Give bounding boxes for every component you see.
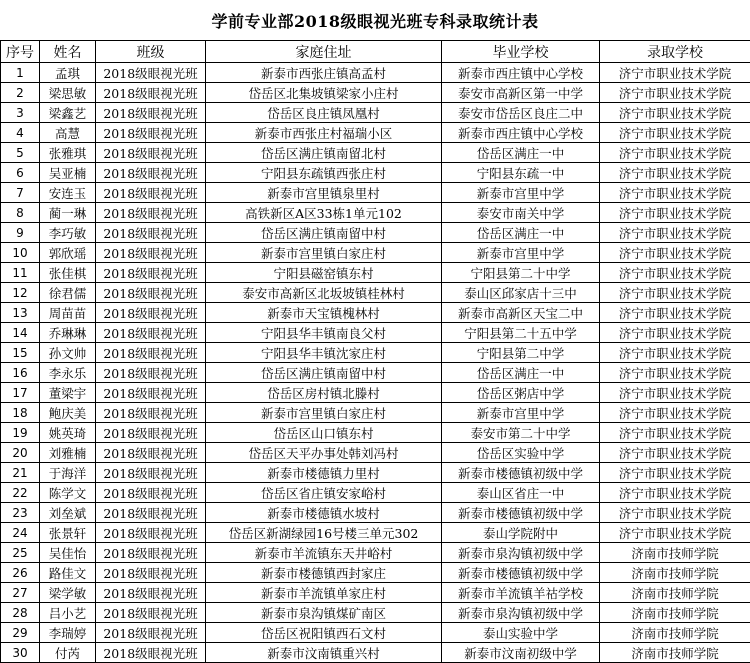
cell-admitted-school: 济南市技师学院 xyxy=(600,563,750,583)
cell-name: 付芮 xyxy=(40,643,96,663)
admission-table xyxy=(0,40,750,663)
table-row xyxy=(1,103,750,123)
cell-graduated-school: 新泰市西庄镇中心学校 xyxy=(442,123,600,143)
cell-name: 姚英琦 xyxy=(40,423,96,443)
cell-admitted-school: 济宁市职业技术学院 xyxy=(600,483,750,503)
cell-graduated-school: 宁阳县东疏一中 xyxy=(442,163,600,183)
cell-admitted-school: 济南市技师学院 xyxy=(600,623,750,643)
cell-graduated-school: 泰山区邱家店十三中 xyxy=(442,283,600,303)
cell-class: 2018级眼视光班 xyxy=(96,583,206,603)
cell-admitted-school: 济宁市职业技术学院 xyxy=(600,423,750,443)
cell-address: 岱岳区山口镇东村 xyxy=(206,423,442,443)
cell-admitted-school: 济宁市职业技术学院 xyxy=(600,523,750,543)
cell-class: 2018级眼视光班 xyxy=(96,423,206,443)
cell-graduated-school: 新泰市西庄镇中心学校 xyxy=(442,63,600,83)
cell-admitted-school: 济南市技师学院 xyxy=(600,603,750,623)
cell-class: 2018级眼视光班 xyxy=(96,563,206,583)
cell-index: 6 xyxy=(1,163,40,183)
cell-graduated-school: 岱岳区实验中学 xyxy=(442,443,600,463)
cell-index: 14 xyxy=(1,323,40,343)
cell-index: 13 xyxy=(1,303,40,323)
cell-name: 张景轩 xyxy=(40,523,96,543)
table-row xyxy=(1,303,750,323)
cell-admitted-school: 济南市技师学院 xyxy=(600,543,750,563)
table-row xyxy=(1,523,750,543)
table-row xyxy=(1,183,750,203)
cell-index: 29 xyxy=(1,623,40,643)
cell-graduated-school: 新泰市楼德镇初级中学 xyxy=(442,503,600,523)
cell-address: 岱岳区省庄镇安家峪村 xyxy=(206,483,442,503)
cell-index: 15 xyxy=(1,343,40,363)
cell-graduated-school: 岱岳区满庄一中 xyxy=(442,363,600,383)
cell-graduated-school: 岱岳区满庄一中 xyxy=(442,143,600,163)
cell-name: 郭欣瑶 xyxy=(40,243,96,263)
cell-index: 3 xyxy=(1,103,40,123)
cell-name: 刘垒斌 xyxy=(40,503,96,523)
cell-index: 16 xyxy=(1,363,40,383)
cell-name: 孙文帅 xyxy=(40,343,96,363)
cell-name: 吴亚楠 xyxy=(40,163,96,183)
cell-graduated-school: 泰安市高新区第一中学 xyxy=(442,83,600,103)
cell-address: 新泰市羊流镇单家庄村 xyxy=(206,583,442,603)
cell-graduated-school: 宁阳县第二中学 xyxy=(442,343,600,363)
cell-address: 高铁新区A区33栋1单元102 xyxy=(206,203,442,223)
cell-graduated-school: 泰安市第二十中学 xyxy=(442,423,600,443)
cell-class: 2018级眼视光班 xyxy=(96,243,206,263)
cell-admitted-school: 济宁市职业技术学院 xyxy=(600,63,750,83)
cell-graduated-school: 泰安市岱岳区良庄二中 xyxy=(442,103,600,123)
cell-address: 岱岳区祝阳镇西石文村 xyxy=(206,623,442,643)
cell-name: 乔琳琳 xyxy=(40,323,96,343)
cell-index: 25 xyxy=(1,543,40,563)
cell-admitted-school: 济宁市职业技术学院 xyxy=(600,123,750,143)
cell-admitted-school: 济宁市职业技术学院 xyxy=(600,223,750,243)
cell-address: 岱岳区房村镇北滕村 xyxy=(206,383,442,403)
cell-admitted-school: 济宁市职业技术学院 xyxy=(600,343,750,363)
cell-class: 2018级眼视光班 xyxy=(96,363,206,383)
cell-graduated-school: 宁阳县第二十中学 xyxy=(442,263,600,283)
cell-address: 岱岳区北集坡镇梁家小庄村 xyxy=(206,83,442,103)
cell-name: 梁学敏 xyxy=(40,583,96,603)
table-row xyxy=(1,503,750,523)
cell-address: 新泰市西张庄镇高孟村 xyxy=(206,63,442,83)
cell-name: 陈学文 xyxy=(40,483,96,503)
cell-class: 2018级眼视光班 xyxy=(96,443,206,463)
cell-index: 7 xyxy=(1,183,40,203)
cell-address: 新泰市楼德镇西封家庄 xyxy=(206,563,442,583)
cell-name: 吴佳怡 xyxy=(40,543,96,563)
table-row xyxy=(1,383,750,403)
cell-name: 董梁宇 xyxy=(40,383,96,403)
table-row xyxy=(1,423,750,443)
cell-index: 26 xyxy=(1,563,40,583)
cell-name: 徐君儒 xyxy=(40,283,96,303)
table-row xyxy=(1,343,750,363)
cell-address: 宁阳县华丰镇南良父村 xyxy=(206,323,442,343)
cell-class: 2018级眼视光班 xyxy=(96,143,206,163)
cell-index: 12 xyxy=(1,283,40,303)
cell-index: 5 xyxy=(1,143,40,163)
cell-address: 岱岳区满庄镇南留中村 xyxy=(206,223,442,243)
cell-graduated-school: 新泰市汶南初级中学 xyxy=(442,643,600,663)
cell-index: 10 xyxy=(1,243,40,263)
table-title: 学前专业部2018级眼视光班专科录取统计表 xyxy=(0,0,750,40)
table-row xyxy=(1,563,750,583)
cell-index: 21 xyxy=(1,463,40,483)
table-row xyxy=(1,463,750,483)
table-row xyxy=(1,283,750,303)
cell-class: 2018级眼视光班 xyxy=(96,103,206,123)
cell-index: 9 xyxy=(1,223,40,243)
cell-graduated-school: 新泰市宫里中学 xyxy=(442,183,600,203)
cell-class: 2018级眼视光班 xyxy=(96,643,206,663)
cell-address: 新泰市汶南镇重兴村 xyxy=(206,643,442,663)
cell-address: 新泰市楼德镇水坡村 xyxy=(206,503,442,523)
cell-name: 刘雅楠 xyxy=(40,443,96,463)
cell-index: 20 xyxy=(1,443,40,463)
cell-address: 宁阳县华丰镇沈家庄村 xyxy=(206,343,442,363)
table-row xyxy=(1,243,750,263)
cell-class: 2018级眼视光班 xyxy=(96,283,206,303)
cell-graduated-school: 新泰市泉沟镇初级中学 xyxy=(442,543,600,563)
cell-index: 4 xyxy=(1,123,40,143)
cell-name: 张佳棋 xyxy=(40,263,96,283)
cell-name: 鲍庆美 xyxy=(40,403,96,423)
cell-address: 新泰市天宝镇槐林村 xyxy=(206,303,442,323)
cell-name: 吕小艺 xyxy=(40,603,96,623)
cell-name: 高慧 xyxy=(40,123,96,143)
cell-admitted-school: 济宁市职业技术学院 xyxy=(600,163,750,183)
table-row xyxy=(1,263,750,283)
cell-index: 30 xyxy=(1,643,40,663)
cell-address: 新泰市宫里镇白家庄村 xyxy=(206,243,442,263)
cell-name: 周苗苗 xyxy=(40,303,96,323)
cell-admitted-school: 济宁市职业技术学院 xyxy=(600,323,750,343)
table-row xyxy=(1,543,750,563)
cell-graduated-school: 泰山实验中学 xyxy=(442,623,600,643)
cell-address: 岱岳区良庄镇凤凰村 xyxy=(206,103,442,123)
cell-admitted-school: 济宁市职业技术学院 xyxy=(600,103,750,123)
cell-class: 2018级眼视光班 xyxy=(96,463,206,483)
cell-admitted-school: 济宁市职业技术学院 xyxy=(600,263,750,283)
cell-address: 岱岳区天平办事处韩刘冯村 xyxy=(206,443,442,463)
cell-index: 8 xyxy=(1,203,40,223)
header-index: 序号 xyxy=(1,41,40,63)
cell-class: 2018级眼视光班 xyxy=(96,603,206,623)
cell-address: 新泰市西张庄村福瑞小区 xyxy=(206,123,442,143)
cell-admitted-school: 济宁市职业技术学院 xyxy=(600,83,750,103)
cell-graduated-school: 泰山区省庄一中 xyxy=(442,483,600,503)
table-row xyxy=(1,223,750,243)
cell-graduated-school: 新泰市泉沟镇初级中学 xyxy=(442,603,600,623)
cell-name: 张雅琪 xyxy=(40,143,96,163)
cell-graduated-school: 泰安市南关中学 xyxy=(442,203,600,223)
cell-address: 岱岳区满庄镇南留中村 xyxy=(206,363,442,383)
table-row xyxy=(1,583,750,603)
cell-class: 2018级眼视光班 xyxy=(96,523,206,543)
cell-class: 2018级眼视光班 xyxy=(96,623,206,643)
cell-admitted-school: 济宁市职业技术学院 xyxy=(600,463,750,483)
cell-index: 11 xyxy=(1,263,40,283)
table-row xyxy=(1,123,750,143)
cell-class: 2018级眼视光班 xyxy=(96,223,206,243)
cell-address: 泰安市高新区北坂坡镇桂林村 xyxy=(206,283,442,303)
table-row xyxy=(1,623,750,643)
cell-address: 新泰市宫里镇泉里村 xyxy=(206,183,442,203)
cell-graduated-school: 新泰市楼德镇初级中学 xyxy=(442,563,600,583)
cell-address: 岱岳区满庄镇南留北村 xyxy=(206,143,442,163)
table-row xyxy=(1,603,750,623)
cell-class: 2018级眼视光班 xyxy=(96,83,206,103)
cell-class: 2018级眼视光班 xyxy=(96,263,206,283)
cell-index: 17 xyxy=(1,383,40,403)
cell-class: 2018级眼视光班 xyxy=(96,543,206,563)
cell-admitted-school: 济宁市职业技术学院 xyxy=(600,503,750,523)
cell-index: 18 xyxy=(1,403,40,423)
cell-class: 2018级眼视光班 xyxy=(96,403,206,423)
table-row xyxy=(1,363,750,383)
cell-graduated-school: 新泰市羊流镇羊祜学校 xyxy=(442,583,600,603)
cell-index: 24 xyxy=(1,523,40,543)
cell-admitted-school: 济宁市职业技术学院 xyxy=(600,303,750,323)
cell-class: 2018级眼视光班 xyxy=(96,323,206,343)
cell-admitted-school: 济南市技师学院 xyxy=(600,583,750,603)
cell-graduated-school: 岱岳区粥店中学 xyxy=(442,383,600,403)
cell-address: 岱岳区新湖绿园16号楼三单元302 xyxy=(206,523,442,543)
cell-graduated-school: 新泰市楼德镇初级中学 xyxy=(442,463,600,483)
cell-address: 新泰市泉沟镇煤矿南区 xyxy=(206,603,442,623)
cell-name: 孟琪 xyxy=(40,63,96,83)
table-body xyxy=(1,63,750,663)
cell-index: 28 xyxy=(1,603,40,623)
cell-class: 2018级眼视光班 xyxy=(96,63,206,83)
cell-admitted-school: 济宁市职业技术学院 xyxy=(600,183,750,203)
cell-admitted-school: 济宁市职业技术学院 xyxy=(600,383,750,403)
cell-class: 2018级眼视光班 xyxy=(96,163,206,183)
header-admitted-school: 录取学校 xyxy=(600,41,750,63)
cell-address: 宁阳县东疏镇西张庄村 xyxy=(206,163,442,183)
cell-admitted-school: 济宁市职业技术学院 xyxy=(600,143,750,163)
table-row xyxy=(1,143,750,163)
header-class: 班级 xyxy=(96,41,206,63)
cell-graduated-school: 新泰市高新区天宝二中 xyxy=(442,303,600,323)
cell-class: 2018级眼视光班 xyxy=(96,503,206,523)
table-row xyxy=(1,203,750,223)
cell-admitted-school: 济宁市职业技术学院 xyxy=(600,403,750,423)
cell-index: 27 xyxy=(1,583,40,603)
cell-admitted-school: 济宁市职业技术学院 xyxy=(600,203,750,223)
cell-index: 2 xyxy=(1,83,40,103)
cell-class: 2018级眼视光班 xyxy=(96,343,206,363)
cell-class: 2018级眼视光班 xyxy=(96,303,206,323)
cell-admitted-school: 济宁市职业技术学院 xyxy=(600,443,750,463)
cell-address: 新泰市楼德镇力里村 xyxy=(206,463,442,483)
cell-graduated-school: 新泰市宫里中学 xyxy=(442,403,600,423)
cell-graduated-school: 泰山学院附中 xyxy=(442,523,600,543)
cell-class: 2018级眼视光班 xyxy=(96,383,206,403)
header-row xyxy=(1,41,750,63)
cell-name: 安连玉 xyxy=(40,183,96,203)
cell-graduated-school: 宁阳县第二十五中学 xyxy=(442,323,600,343)
cell-admitted-school: 济宁市职业技术学院 xyxy=(600,363,750,383)
cell-name: 于海洋 xyxy=(40,463,96,483)
cell-class: 2018级眼视光班 xyxy=(96,203,206,223)
cell-index: 23 xyxy=(1,503,40,523)
table-row xyxy=(1,403,750,423)
table-row xyxy=(1,83,750,103)
table-row xyxy=(1,63,750,83)
cell-address: 新泰市宫里镇白家庄村 xyxy=(206,403,442,423)
cell-name: 李瑞婷 xyxy=(40,623,96,643)
table-row xyxy=(1,483,750,503)
cell-admitted-school: 济南市技师学院 xyxy=(600,643,750,663)
cell-class: 2018级眼视光班 xyxy=(96,183,206,203)
cell-name: 路佳文 xyxy=(40,563,96,583)
cell-address: 新泰市羊流镇东天井峪村 xyxy=(206,543,442,563)
table-row xyxy=(1,163,750,183)
table-row xyxy=(1,643,750,663)
cell-class: 2018级眼视光班 xyxy=(96,123,206,143)
cell-address: 宁阳县磁窑镇东村 xyxy=(206,263,442,283)
cell-index: 22 xyxy=(1,483,40,503)
cell-graduated-school: 新泰市宫里中学 xyxy=(442,243,600,263)
cell-name: 梁鑫艺 xyxy=(40,103,96,123)
cell-index: 1 xyxy=(1,63,40,83)
header-graduated-school: 毕业学校 xyxy=(442,41,600,63)
cell-graduated-school: 岱岳区满庄一中 xyxy=(442,223,600,243)
header-name: 姓名 xyxy=(40,41,96,63)
cell-name: 李巧敏 xyxy=(40,223,96,243)
cell-admitted-school: 济宁市职业技术学院 xyxy=(600,283,750,303)
table-row xyxy=(1,443,750,463)
cell-name: 梁思敏 xyxy=(40,83,96,103)
cell-admitted-school: 济宁市职业技术学院 xyxy=(600,243,750,263)
table-row xyxy=(1,323,750,343)
cell-index: 19 xyxy=(1,423,40,443)
cell-name: 蔺一琳 xyxy=(40,203,96,223)
header-address: 家庭住址 xyxy=(206,41,442,63)
cell-class: 2018级眼视光班 xyxy=(96,483,206,503)
cell-name: 李永乐 xyxy=(40,363,96,383)
